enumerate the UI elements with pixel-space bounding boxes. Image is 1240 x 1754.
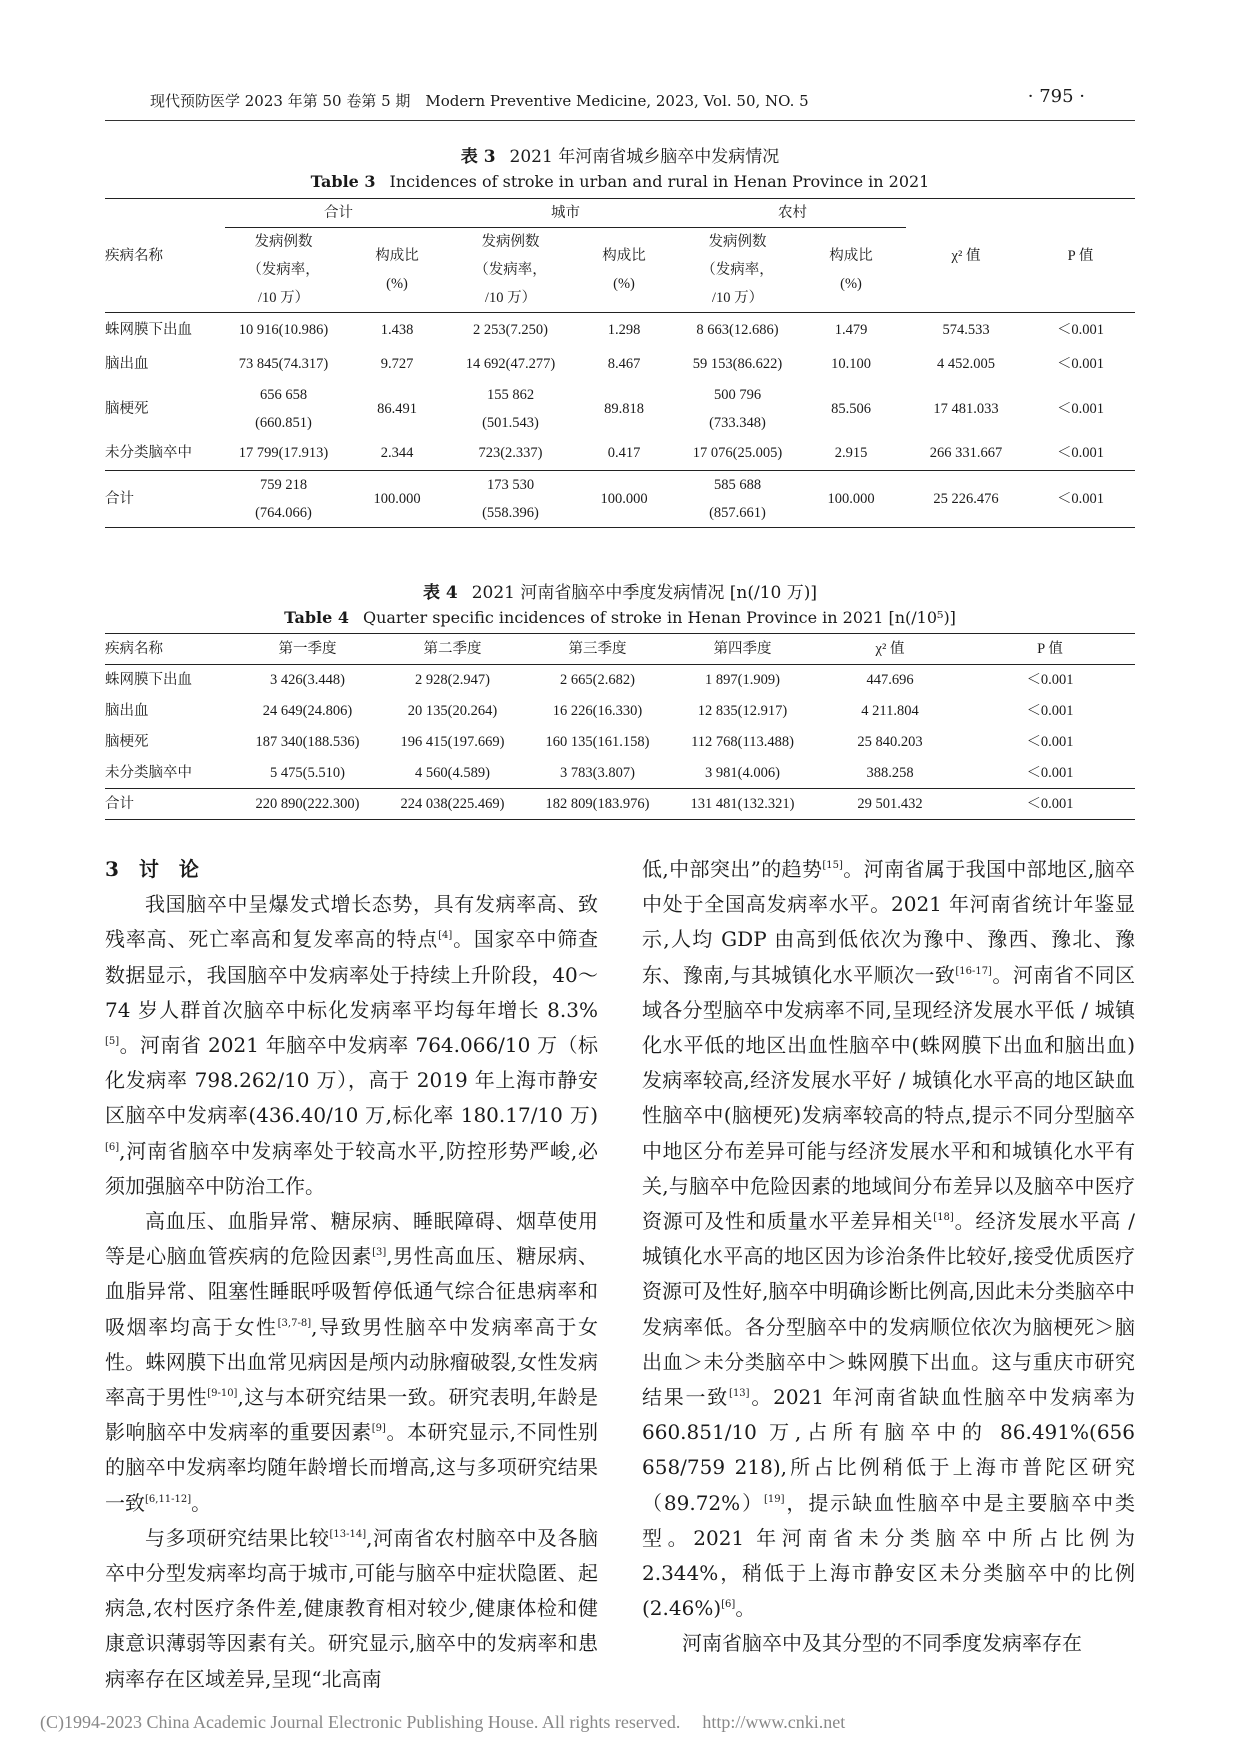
table-row: 脑出血 24 649(24.806) 20 135(20.264) 16 226(16.330) 12 835(12.917) 4 211.804 ＜0.001 bbox=[105, 703, 1074, 719]
body-paragraph bbox=[105, 1521, 598, 1697]
footer-url: http://www.cnki.net bbox=[702, 1712, 846, 1732]
table-row: 未分类脑卒中 5 475(5.510) 4 560(4.589) 3 783(3.807) 3 981(4.006) 388.258 ＜0.001 bbox=[105, 758, 1135, 789]
paragraph-text: ，提示缺血性脑卒中是主要脑卒中类型。2021 年河南省未分类脑卒中所占比例为 2.344%，稍低于上海市静安区未分类脑卒中的比例(2.46%) bbox=[642, 1490, 1136, 1621]
table4-header-q2: 第二季度 bbox=[423, 641, 482, 657]
citation-ref: [18] bbox=[933, 1212, 954, 1224]
table3-group-urban: 城市 bbox=[452, 199, 679, 228]
table4-header-q3: 第三季度 bbox=[568, 641, 627, 657]
paragraph-text: 高血压、血脂异常、糖尿病、睡眠障碍、烟草使用等是心脑血管疾病的危险因素 bbox=[105, 1209, 598, 1269]
table3-header-ratio: 构成比 (%) bbox=[602, 248, 646, 292]
journal-info: 现代预防医学 2023 年第 50 卷第 5 期 Modern Preventive Medicine, 2023, Vol. 50, NO. 5 bbox=[150, 92, 809, 110]
citation-ref: [3,7-8] bbox=[277, 1317, 312, 1329]
paragraph-text: 。河南省 2021 年脑卒中发病率 764.066/10 万（标化发病率 798.262/10 万），高于 2019 年上海市静安区脑卒中发病率(436.40/10 万,标化率 180.17/10 万) bbox=[105, 1033, 598, 1128]
citation-ref: [6] bbox=[105, 1141, 120, 1153]
citation-ref: [3] bbox=[372, 1247, 387, 1259]
left-column bbox=[105, 852, 598, 1697]
table4-title-en: Quarter specific incidences of stroke in Henan Province in 2021 [n(/10⁵)] bbox=[362, 608, 956, 627]
table-row: 合计 220 890(222.300) 224 038(225.469) 182 809(183.976) 131 481(132.321) 29 501.432 ＜0.001 bbox=[105, 789, 1135, 820]
table-row: 蛛网膜下出血 10 916(10.986) 1.438 2 253(7.250) 1.298 8 663(12.686) 1.479 574.533 ＜0.001 bbox=[105, 321, 1105, 338]
table3-title-en: Incidences of stroke in urban and rural in Henan Province in 2021 bbox=[389, 172, 930, 191]
running-header bbox=[105, 86, 1135, 121]
right-column bbox=[642, 852, 1135, 1662]
citation-ref: [6] bbox=[721, 1599, 736, 1611]
paragraph-text: ,男性高血压、糖尿病、血脂异常、阻塞性睡眠呼吸暂停低通气综合征患病率和吸烟率均高于女性 bbox=[105, 1244, 599, 1339]
citation-ref: [5] bbox=[105, 1036, 120, 1048]
paragraph-text: 低,中部突出”的趋势 bbox=[642, 857, 823, 881]
body-paragraph bbox=[105, 887, 598, 1204]
table4-header-name: 疾病名称 bbox=[105, 641, 163, 657]
table3-caption-cn bbox=[105, 142, 1135, 167]
paragraph-text: 。国家卒中筛查数据显示，我国脑卒中发病率处于持续上升阶段，40～74 岁人群首次脑卒中标化发病率平均每年增长 8.3% bbox=[105, 927, 599, 1022]
table3-header-cases: 发病例数 （发病率， /10 万） bbox=[701, 234, 774, 306]
table4 bbox=[105, 633, 1135, 820]
citation-ref: [9] bbox=[371, 1423, 386, 1435]
citation-ref: [6,11-12] bbox=[145, 1493, 192, 1505]
citation-ref: [15] bbox=[822, 860, 843, 871]
table3-title-cn: 2021 年河南省城乡脑卒中发病情况 bbox=[509, 147, 780, 167]
table4-caption-en bbox=[105, 608, 1135, 627]
table3-group-rural: 农村 bbox=[679, 199, 906, 228]
table-row: 脑梗死 187 340(188.536) 196 415(197.669) 160 135(161.158) 112 768(113.488) 25 840.203 ＜0.001 bbox=[105, 734, 1074, 750]
paragraph-text: ,河南省脑卒中发病率处于较高水平,防控形势严峻,必须加强脑卒中防治工作。 bbox=[105, 1138, 598, 1198]
paragraph-text: 河南省脑卒中及其分型的不同季度发病率存在 bbox=[682, 1631, 1082, 1656]
table-row: 脑出血 73 845(74.317) 9.727 14 692(47.277) 8.467 59 153(86.622) 10.100 4 452.005 ＜0.001 bbox=[105, 355, 1105, 372]
paragraph-text: 。河南省属于我国中部地区,脑卒中处于全国高发病率水平。2021 年河南省统计年鉴显示,人均 GDP 由高到低依次为豫中、豫西、豫北、豫东、豫南,与其城镇化水平顺次一致 bbox=[642, 857, 1135, 987]
citation-ref: [13-14] bbox=[329, 1528, 367, 1540]
table3-header-name: 疾病名称 bbox=[105, 247, 163, 264]
paragraph-text: 。本研究显示,不同性别的脑卒中发病率均随年龄增长而增高,这与多项研究结果一致 bbox=[105, 1420, 599, 1515]
table3-label-en: Table 3 bbox=[310, 172, 376, 191]
paragraph-text: ,导致男性脑卒中发病率高于女性。蛛网膜下出血常见病因是颅内动脉瘤破裂,女性发病率高于男性 bbox=[105, 1314, 599, 1410]
body-paragraph bbox=[642, 1626, 1135, 1661]
citation-ref: [16-17] bbox=[955, 965, 992, 977]
table3-group-total: 合计 bbox=[225, 199, 452, 228]
table3-caption-en bbox=[105, 172, 1135, 191]
table3 bbox=[105, 198, 1135, 528]
table4-header-q4: 第四季度 bbox=[713, 641, 772, 657]
citation-ref: [19] bbox=[763, 1493, 785, 1505]
paragraph-text: ,这与本研究结果一致。研究表明,年龄是影响脑卒中发病率的重要因素 bbox=[105, 1385, 599, 1445]
paragraph-text: 。2021 年河南省缺血性脑卒中发病率为 660.851/10 万,占所有脑卒中的 86.491%(656 658/759 218),所占比例稍低于上海市普陀区研究（89.72%） bbox=[642, 1385, 1135, 1515]
table3-header-chi: χ² 值 bbox=[951, 247, 981, 264]
body-paragraph bbox=[105, 1204, 598, 1521]
table4-label-en: Table 4 bbox=[284, 608, 349, 627]
table-row: 脑梗死 656 658 (660.851) 86.491 155 862 (501.543) 89.818 500 796 (733.348) 85.506 17 481.033 ＜0.001 bbox=[105, 386, 1105, 431]
citation-ref: [13] bbox=[729, 1388, 750, 1400]
table3-label-cn: 表 3 bbox=[460, 147, 496, 167]
paragraph-text: 。 bbox=[191, 1490, 212, 1515]
paragraph-text: 。经济发展水平高 / 城镇化水平高的地区因为诊治条件比较好,接受优质医疗资源可及性好,脑卒中明确诊断比例高,因此未分类脑卒中发病率低。各分型脑卒中的发病顺位依次为脑梗死＞脑出血＞未分类脑卒中＞蛛网膜下出血。这与重庆市研究结果一致 bbox=[642, 1209, 1135, 1410]
copyright-footer bbox=[40, 1712, 845, 1733]
paragraph-text: 。河南省不同区域各分型脑卒中发病率不同,呈现经济发展水平低 / 城镇化水平低的地区出血性脑卒中(蛛网膜下出血和脑出血)发病率较高,经济发展水平好 / 城镇化水平高的地区缺血性脑卒中(脑梗死)发病率较高的特点,提示不同分型脑卒中地区分布差异可能与经济发展水平和和城镇化水平有关,与脑卒中危险因素的地域间分布差异以及脑卒中医疗资源可及性和质量水平差异相关 bbox=[642, 962, 1136, 1234]
section-heading: 3 讨 论 bbox=[105, 857, 199, 881]
body-paragraph bbox=[642, 852, 1135, 1626]
table3-header-cases: 发病例数 （发病率， /10 万） bbox=[474, 234, 547, 306]
table4-header-p: P 值 bbox=[1037, 641, 1063, 657]
table3-header-p: P 值 bbox=[1067, 247, 1094, 264]
table4-header-q1: 第一季度 bbox=[278, 641, 337, 657]
table4-title-cn: 2021 河南省脑卒中季度发病情况 [n(/10 万)] bbox=[471, 583, 818, 603]
table4-caption-cn bbox=[105, 578, 1135, 603]
table3-header-cases: 发病例数 （发病率， /10 万） bbox=[247, 234, 320, 306]
paragraph-text: ,河南省农村脑卒中及各脑卒中分型发病率均高于城市,可能与脑卒中症状隐匿、起病急,农村医疗条件差,健康教育相对较少,健康体检和健康意识薄弱等因素有关。研究显示,脑卒中的发病率和患病率存在区域差异,呈现“北高南 bbox=[105, 1525, 598, 1691]
table4-label-cn: 表 4 bbox=[422, 583, 458, 603]
table-row: 蛛网膜下出血 3 426(3.448) 2 928(2.947) 2 665(2.682) 1 897(1.909) 447.696 ＜0.001 bbox=[105, 672, 1074, 689]
citation-ref: [4] bbox=[438, 930, 453, 942]
paragraph-text: 我国脑卒中呈爆发式增长态势，具有发病率高、致残率高、死亡率高和复发率高的特点 bbox=[105, 892, 598, 952]
paragraph-text: 与多项研究结果比较 bbox=[145, 1525, 330, 1550]
citation-ref: [9-10] bbox=[207, 1388, 238, 1400]
table-row: 合计 759 218 (764.066) 100.000 173 530 (558.396) 100.000 585 688 (857.661) 100.000 25 226.476 ＜0.001 bbox=[105, 471, 1135, 528]
table-row: 未分类脑卒中 17 799(17.913) 2.344 723(2.337) 0.417 17 076(25.005) 2.915 266 331.667 ＜0.001 bbox=[105, 437, 1135, 471]
page-number: · 795 · bbox=[1027, 86, 1085, 107]
table3-header-ratio: 构成比 (%) bbox=[829, 248, 873, 292]
table3-header-ratio: 构成比 (%) bbox=[375, 248, 419, 292]
copyright-text: (C)1994-2023 China Academic Journal Electronic Publishing House. All rights reserved. bbox=[40, 1712, 681, 1732]
paragraph-text: 。 bbox=[735, 1596, 756, 1621]
table4-header-chi: χ² 值 bbox=[875, 641, 905, 657]
